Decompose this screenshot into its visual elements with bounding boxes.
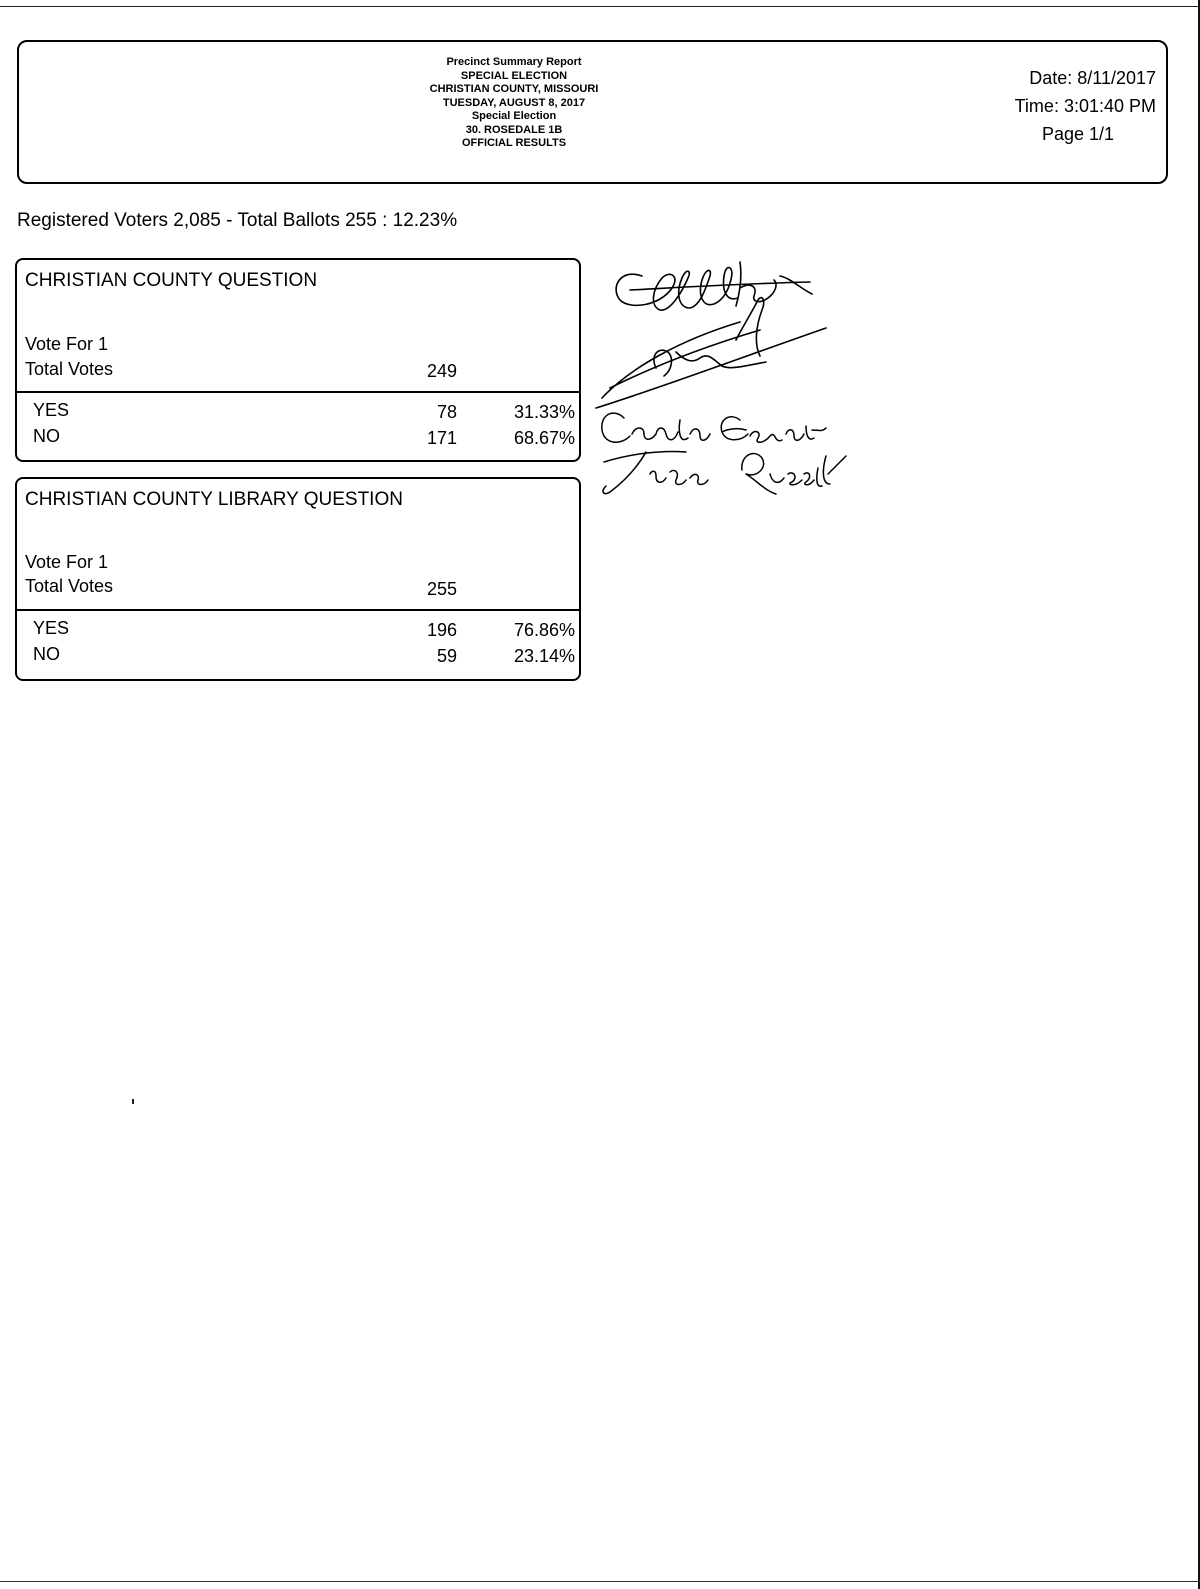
total-votes-label: Total Votes — [25, 359, 114, 379]
report-meta — [956, 64, 1156, 148]
signature-lisa-russell — [603, 451, 846, 494]
choice-percent: 23.14% — [513, 646, 575, 666]
choice-votes: 59 — [436, 646, 457, 666]
choice-percent: 76.86% — [513, 620, 575, 640]
page-number: Page 1/1 — [1041, 124, 1114, 144]
scan-top-edge — [0, 6, 1200, 7]
total-votes-label: Total Votes — [25, 576, 114, 596]
choice-percent: 68.67% — [513, 428, 575, 448]
report-date: Date: 8/11/2017 — [1029, 68, 1156, 88]
choice-name: YES — [33, 618, 70, 638]
divider — [17, 391, 579, 393]
report-time: Time: 3:01:40 PM — [1014, 96, 1156, 116]
turnout-summary: Registered Voters 2,085 - Total Ballots 255 : 12.23% — [17, 210, 458, 231]
scan-speck — [132, 1099, 134, 1104]
contest-box — [15, 258, 581, 462]
election-name: SPECIAL ELECTION — [460, 69, 568, 82]
divider — [17, 609, 579, 611]
contest-box — [15, 477, 581, 681]
results-status: OFFICIAL RESULTS — [461, 137, 567, 149]
choice-name: YES — [33, 400, 70, 420]
report-type: Precinct Summary Report — [446, 56, 582, 68]
jurisdiction: CHRISTIAN COUNTY, MISSOURI — [429, 83, 599, 95]
report-header — [17, 40, 1168, 184]
vote-for-label: Vote For 1 — [25, 334, 109, 354]
signature-1 — [616, 262, 812, 310]
report-title-block — [359, 56, 669, 151]
total-votes-value: 255 — [426, 579, 457, 599]
choice-votes: 171 — [426, 428, 457, 448]
choice-name: NO — [33, 644, 60, 664]
signature-2 — [596, 298, 826, 408]
choice-percent: 31.33% — [513, 402, 575, 422]
choice-votes: 78 — [436, 402, 457, 422]
scan-bottom-edge — [0, 1581, 1200, 1582]
total-votes-value: 249 — [426, 361, 457, 381]
precinct-name: 30. ROSEDALE 1B — [465, 123, 563, 136]
choice-votes: 196 — [426, 620, 457, 640]
contest-title: CHRISTIAN COUNTY LIBRARY QUESTION — [25, 489, 403, 510]
contest-title: CHRISTIAN COUNTY QUESTION — [25, 270, 318, 291]
signature-carla-essick — [602, 413, 826, 442]
election-type: Special Election — [471, 110, 557, 122]
signatures-block — [590, 248, 850, 508]
choice-name: NO — [33, 426, 60, 446]
election-date: TUESDAY, AUGUST 8, 2017 — [442, 96, 586, 109]
vote-for-label: Vote For 1 — [25, 552, 109, 572]
